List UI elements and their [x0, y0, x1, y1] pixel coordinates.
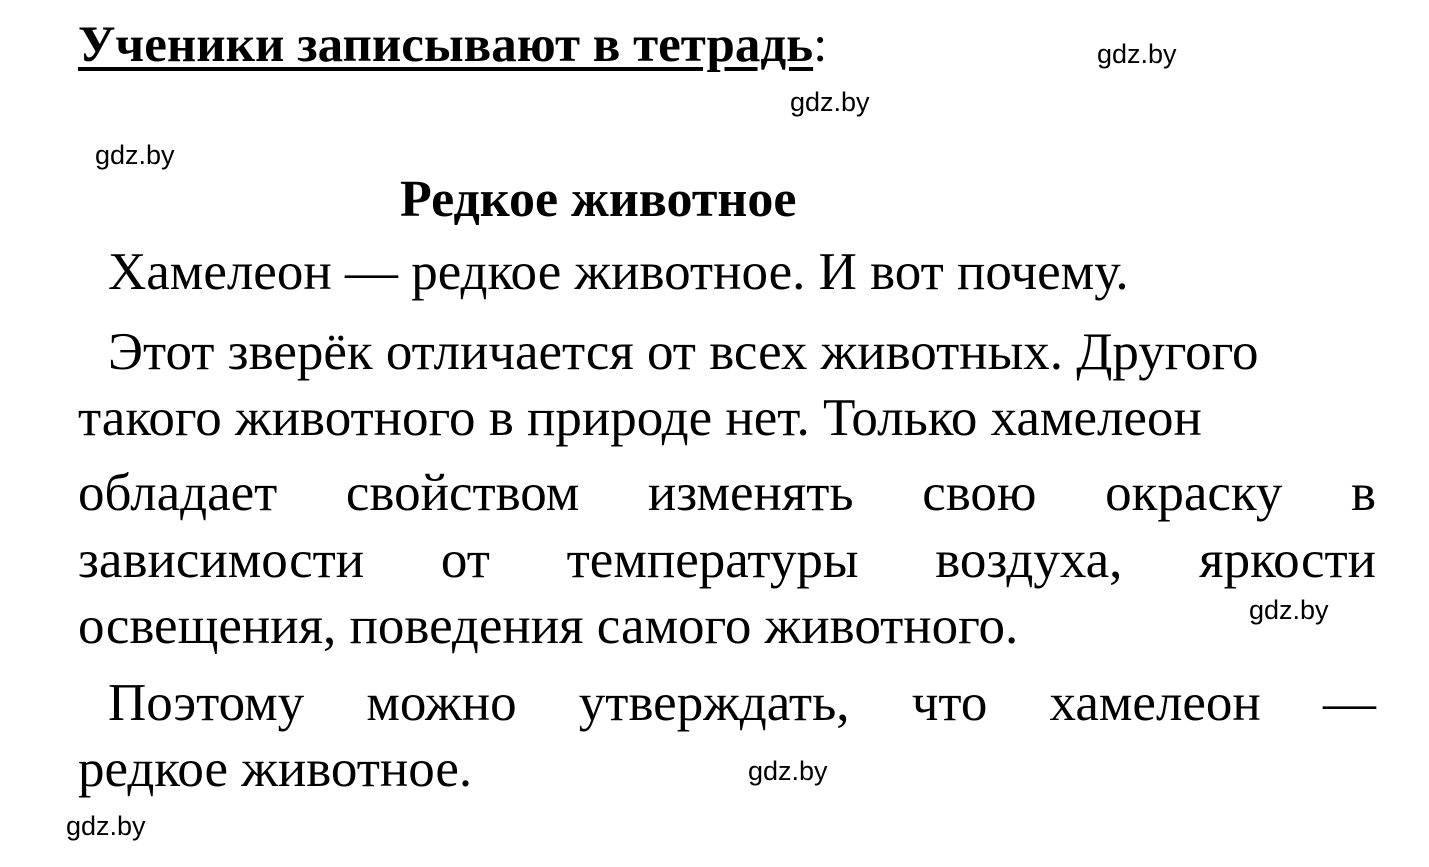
watermark: gdz.by	[790, 87, 870, 117]
watermark: gdz.by	[748, 756, 828, 786]
text-line-5: зависимости от температуры воздуха, яркости	[78, 531, 1376, 589]
watermark: gdz.by	[1249, 595, 1329, 625]
watermark: gdz.by	[95, 140, 175, 170]
section-heading	[78, 14, 827, 76]
text-line-2: Этот зверёк отличается от всех животных. Другого	[108, 323, 1259, 381]
text-line-7: Поэтому можно утверждать, что хамелеон —	[108, 674, 1376, 732]
section-heading-colon: :	[813, 17, 828, 73]
section-heading-text: Ученики записывают в тетрадь	[78, 17, 814, 73]
watermark: gdz.by	[66, 811, 146, 841]
text-line-8: редкое животное.	[78, 740, 473, 798]
text-line-6: освещения, поведения самого животного.	[78, 597, 1019, 655]
watermark: gdz.by	[1097, 39, 1177, 69]
text-title: Редкое животное	[400, 171, 797, 228]
text-line-1: Хамелеон — редкое животное. И вот почему.	[108, 243, 1129, 301]
text-line-3: такого животного в природе нет. Только хамелеон	[78, 389, 1202, 447]
text-line-4: обладает свойством изменять свою окраску в	[78, 464, 1376, 522]
